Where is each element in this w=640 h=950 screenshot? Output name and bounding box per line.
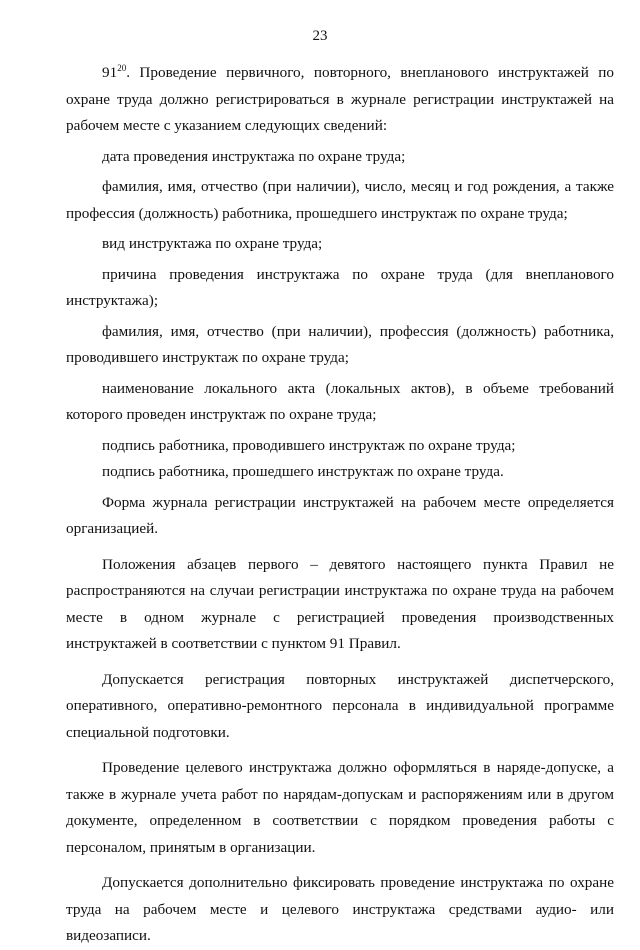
list-item: подпись работника, прошедшего инструктаж по охране труда. [102, 463, 504, 480]
list-item: наименование локального акта (локальных актов), в объеме требований которого проведен инструктаж по охране труда; [66, 379, 614, 423]
list-item: дата проведения инструктажа по охране труда; [102, 147, 406, 165]
list-item: причина проведения инструктажа по охране труда (для внепланового инструктажа); [66, 265, 614, 309]
list-item: фамилия, имя, отчество (при наличии), число, месяц и год рождения, а также профессия (должность) работника, прошедшего инструктаж по охране труда; [66, 178, 614, 222]
exemption-paragraph: Положения абзацев первого – девятого настоящего пункта Правил не распространяются на случаи регистрации инструктажа по охране труда на рабочем месте в одном журнале с регистрацией проведения производственных инструктажей в соответствии с пунктом 91 Правил. [66, 555, 614, 652]
target-briefing-paragraph: Проведение целевого инструктажа должно оформляться в наряде-допуске, а также в журнале учета работ по нарядам-допускам и распоряжениям или в другом документе, определенном в соответствии с порядком проведения работы с персоналом, принятым в организации. [66, 759, 614, 856]
clause-number: 91 [102, 64, 118, 81]
repeat-briefing-paragraph: Допускается регистрация повторных инструктажей диспетчерского, оперативного, оперативно-ремонтного персонала в индивидуальной программе специальной подготовки. [66, 670, 614, 741]
clause-91-20-paragraph [66, 60, 614, 140]
recording-paragraph: Допускается дополнительно фиксировать проведение инструктажа по охране труда на рабочем месте и целевого инструктажа средствами аудио- или видеозаписи. [66, 874, 614, 944]
clause-superscript: 20 [117, 63, 127, 73]
document-body [66, 60, 614, 950]
list-item: фамилия, имя, отчество (при наличии), профессия (должность) работника, проводившего инструктаж по охране труда; [66, 322, 614, 366]
journal-form-paragraph: Форма журнала регистрации инструктажей на рабочем месте определяется организацией. [66, 493, 614, 537]
page-number: 23 [312, 28, 328, 44]
list-item: подпись работника, проводившего инструктаж по охране труда; [102, 436, 516, 454]
clause-intro: . Проведение первичного, повторного, внепланового инструктажей по охране труда должно регистрироваться в журнале регистрации инструктажей на рабочем месте с указанием следующих сведений: [66, 64, 614, 134]
list-item: вид инструктажа по охране труда; [102, 235, 323, 252]
